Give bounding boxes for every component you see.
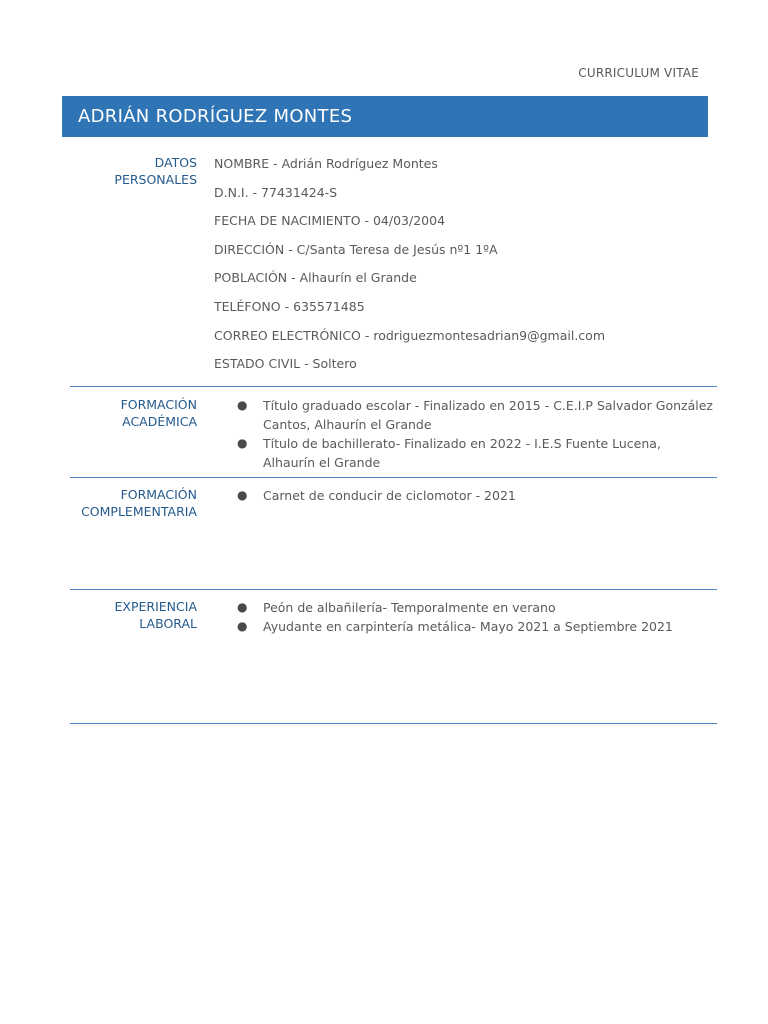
field-name: NOMBRE - Adrián Rodríguez Montes	[214, 156, 438, 171]
bullet-icon: ●	[237, 398, 248, 412]
academic-item-text: Título de bachillerato- Finalizado en 2022 - I.E.S Fuente Lucena, Alhaurín el Grande	[263, 436, 661, 470]
list-item	[216, 617, 716, 636]
personal-fields	[214, 154, 714, 383]
academic-item-text: Título graduado escolar - Finalizado en 2015 - C.E.I.P Salvador González Cantos, Alhaurín el Grande	[263, 398, 713, 432]
section-divider	[70, 386, 717, 387]
complementary-list	[216, 486, 716, 505]
section-label-complementary: FORMACIÓN COMPLEMENTARIA	[81, 487, 197, 519]
section-label-personal: DATOS PERSONALES	[114, 155, 197, 187]
experience-item-text: Ayudante en carpintería metálica- Mayo 2021 a Septiembre 2021	[263, 619, 673, 634]
document-type-label: CURRICULUM VITAE	[578, 66, 699, 80]
section-label-experience: EXPERIENCIA LABORAL	[114, 599, 197, 631]
bullet-icon: ●	[237, 436, 248, 450]
complementary-item-text: Carnet de conducir de ciclomotor - 2021	[263, 488, 516, 503]
experience-item-text: Peón de albañilería- Temporalmente en verano	[263, 600, 556, 615]
list-item	[216, 598, 716, 617]
list-item	[216, 396, 716, 434]
section-label-academic: FORMACIÓN ACADÉMICA	[120, 397, 197, 429]
field-email: CORREO ELECTRÓNICO - rodriguezmontesadrian9@gmail.com	[214, 327, 606, 343]
field-town: POBLACIÓN - Alhaurín el Grande	[214, 270, 417, 286]
field-phone: TELÉFONO - 635571485	[214, 298, 365, 314]
list-item	[216, 486, 716, 505]
name-banner: ADRIÁN RODRÍGUEZ MONTES	[62, 96, 708, 137]
experience-list	[216, 598, 716, 636]
field-address: DIRECCIÓN - C/Santa Teresa de Jesús nº1 1ºA	[214, 241, 498, 257]
bullet-icon: ●	[237, 600, 248, 614]
field-dni: D.N.I. - 77431424-S	[214, 184, 338, 200]
academic-list	[216, 396, 716, 472]
field-birthdate: FECHA DE NACIMIENTO - 04/03/2004	[214, 213, 446, 229]
bullet-icon: ●	[237, 619, 248, 633]
section-divider	[70, 477, 717, 478]
list-item	[216, 434, 716, 472]
section-divider	[70, 723, 717, 724]
bullet-icon: ●	[237, 488, 248, 502]
section-divider	[70, 589, 717, 590]
field-marital-status: ESTADO CIVIL - Soltero	[214, 356, 357, 372]
